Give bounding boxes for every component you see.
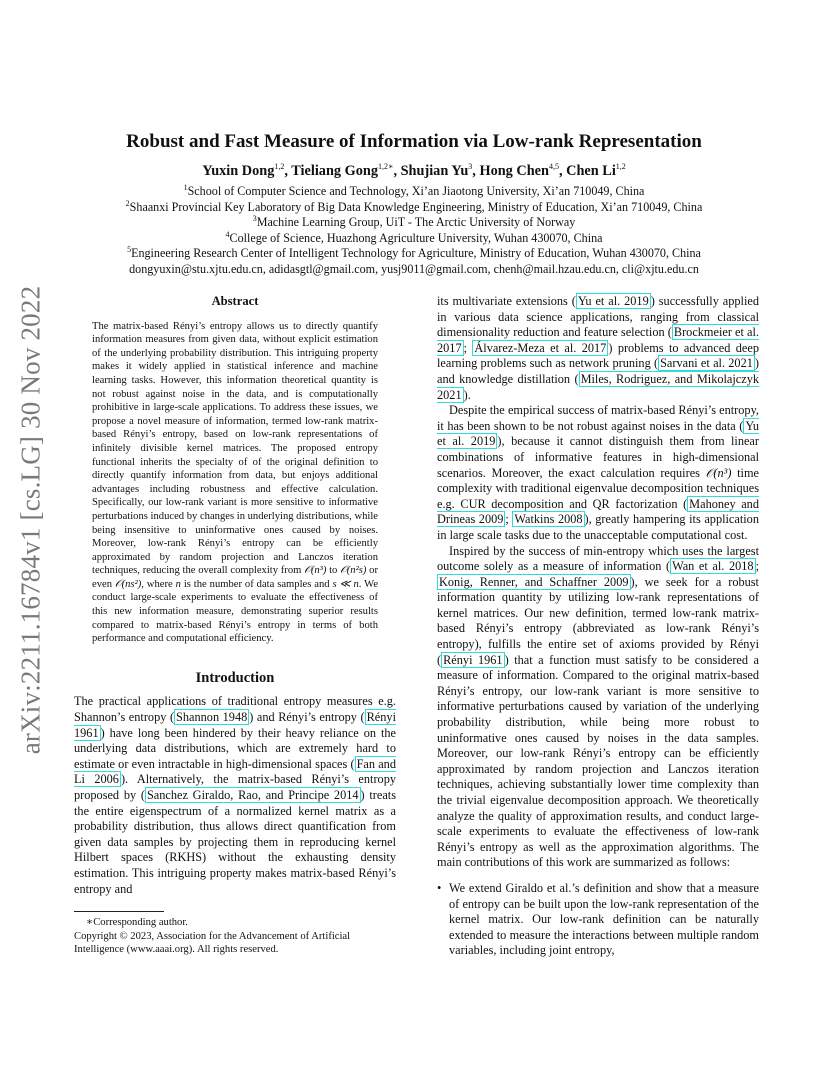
abstract-heading: Abstract <box>211 294 259 308</box>
paper-title: Robust and Fast Measure of Information via Low-rank Representation <box>126 131 702 152</box>
author-name: Tieliang Gong <box>291 163 378 179</box>
affiliation-line <box>40 215 788 231</box>
author-affiliation-mark: 1,2∗ <box>378 162 394 172</box>
author-name: Chen Li <box>566 163 616 179</box>
citation-link[interactable]: Rényi 1961 <box>443 652 503 667</box>
list-item <box>437 881 759 959</box>
math-expression: 𝒪(ns²) <box>114 578 142 590</box>
introduction-heading: Introduction <box>195 669 275 686</box>
affiliation-text: Shaanxi Provincial Key Laboratory of Big Data Knowledge Engineering, Ministry of Education, Xi’an 710049, China <box>129 199 703 214</box>
affiliation-mark: 1 <box>183 182 188 192</box>
footnote <box>74 911 396 957</box>
author-affiliation-mark: 1,2 <box>274 162 285 172</box>
abstract-text: The matrix-based Rényi’s entropy allows us to directly quantify information measures from given data, without explicit estimation of the underlying probability distribution. This intriguing property makes it widely applied in statistical inference and machine learning tasks. However, this information theoretical quantity is not robust against noise in the data, and is computationally prohibitive in large-scale applications. To address these issues, we propose a novel measure of information, termed low-rank matrix-based Rényi’s entropy, based on low-rank representations of infinitely divisible kernel matrices. The proposed entropy functional inherits the specialty of of the original definition to directly quantify information from data, but enjoys additional advantages including robustness and effective calculation. Specifically, our low-rank variant is more sensitive to informative perturbations induced by changes in underlying distributions, while being insensitive to uninformative ones caused by noises. Moreover, low-rank Rényi’s entropy can be efficiently approximated by random projection and Lanczos iteration techniques, reducing the overall complexity from 𝒪(n³) to 𝒪(n²s) or even 𝒪(ns²), where n is the number of data samples and s ≪ n. We conduct large-scale experiments to evaluate the effectiveness of this new information measure, demonstrating superior results compared to matrix-based Rényi’s entropy in terms of both performance and computational efficiency. <box>92 320 379 645</box>
bullet-icon: • <box>437 880 442 895</box>
citation-link[interactable]: Shannon 1948 <box>176 710 248 725</box>
affiliation-list <box>40 184 788 262</box>
author-list: Yuxin Dong$^{1,2}$, Tieliang Gong$^{1,2∗}$, Shujian Yu$^3$, Hong Chen$^{4,5}$, Chen Li$^{1,2}$ <box>202 162 626 179</box>
left-column <box>74 294 396 897</box>
paragraph-robustness: Despite the empirical success of matrix-based Rényi’s entropy, it has been shown to be not robust against noises in the data ( Yu et al. 2019 ), because it cannot distinguish them from linear combinations of informative features in high-dimensional scenarios. Moreover, the exact calculation requires 𝒪(n³) time complexity with traditional eigenvalue decomposition techniques e.g. CUR decomposition and QR factorization ( Mahoney and Drineas 2009 ; Watkins 2008 ), greatly hampering its application in large scale tasks due to the unacceptable computational cost. <box>437 403 759 542</box>
citation-link[interactable]: Miles, Rodriguez, and Mikolajczyk 2021 <box>437 371 759 402</box>
introduction-paragraph: The practical applications of traditional entropy measures e.g. Shannon’s entropy ( Shannon 1948 ) and Rényi’s entropy ( Rényi 1961 ) have long been hindered by their heavy reliance on the underlying data distributions, which are extremely hard to estimate or even intractable in high-dimensional spaces ( Fan and Li 2006 ). Alternatively, the matrix-based Rényi’s entropy proposed by ( Sanchez Giraldo, Rao, and Principe 2014 ) treats the entire eigenspectrum of a normalized kernel matrix as a probability distribution, thus allows direct quantification from given data samples by projecting them in reproducing kernel Hilbert spaces (RKHS) without the exhausting density estimation. This intriguing property makes matrix-based Rényi’s entropy and <box>74 694 396 896</box>
citation-link[interactable]: Rényi 1961 <box>74 710 396 740</box>
affiliation-mark: 5 <box>127 245 132 255</box>
paragraph-motivation: Inspired by the success of min-entropy which uses the largest outcome solely as a measure of information ( Wan et al. 2018 ; Konig, Renner, and Schaffner 2009 ), we seek for a robust information quantity by utilizing low-rank representations of kernel matrices. Our new definition, termed low-rank matrix-based Rényi’s entropy (abbreviated as low-rank Rényi’s entropy), fulfills the entire set of axioms provided by Rényi ( Rényi 1961 ) that a function must satisfy to be considered a measure of information. Compared to the original matrix-based Rényi’s entropy, our low-rank variant is more sensitive to informative perturbations caused by variation of the underlying probability distribution, while being more robust to uninformative ones caused by noises in the data samples. Moreover, our low-rank Rényi’s entropy can be efficiently approximated by random projection and Lanczos iteration techniques, achieving substantially lower time complexity than the trivial eigenvalue decomposition approach. We theoretically analyze the quality of approximation results, and conduct large-scale experiments to evaluate the effectiveness of low-rank Rényi’s entropy as well as the approximation algorithms. The main contributions of this work are summarized as follows: <box>437 543 760 870</box>
bullet-text: We extend Giraldo et al.’s definition and show that a measure of entropy can be built upon the low-rank representation of the kernel matrix. Our low-rank definition can be naturally extended to measure the interactions between multiple random variables, including joint entropy, <box>449 880 759 958</box>
author-name: Hong Chen <box>479 163 549 179</box>
affiliation-mark: 3 <box>252 214 257 224</box>
author-emails: dongyuxin@stu.xjtu.edu.cn, adidasgtl@gmail.com, yusj9011@gmail.com, chenh@mail.hzau.edu.cn, cli@xjtu.edu.cn <box>129 261 699 276</box>
citation-link[interactable]: Fan and Li 2006 <box>74 756 396 787</box>
affiliation-text: School of Computer Science and Technology, Xi’an Jiaotong University, Xi’an 710049, China <box>187 184 645 198</box>
affiliation-mark: 4 <box>225 229 230 239</box>
affiliation-line <box>40 231 788 247</box>
math-expression: 𝒪(n²s) <box>340 565 367 577</box>
paragraph-continuation: its multivariate extensions ( Yu et al. 2019 ) successfully applied in various data science applications, ranging from classical dimensionality reduction and feature selection ( Brockmeier et al. 2017 ; Álvarez-Meza et al. 2017 ) problems to advanced deep learning problems such as network pruning ( Sarvani et al. 2021 ) and knowledge distillation ( Miles, Rodriguez, and Mikolajczyk 2021 ). <box>437 294 760 402</box>
author-name: Shujian Yu <box>400 163 469 179</box>
citation-link[interactable]: Yu et al. 2019 <box>577 294 649 308</box>
arxiv-stamp <box>8 280 54 760</box>
citation-link[interactable]: Sarvani et al. 2021 <box>660 356 753 371</box>
affiliation-line <box>40 200 788 216</box>
copyright-notice: Copyright © 2023, Association for the Advancement of Artificial Intelligence (www.aaai.org). All rights reserved. <box>74 930 351 956</box>
citation-link[interactable]: Wan et al. 2018 <box>672 559 754 574</box>
citation-link[interactable]: Brockmeier et al. 2017 <box>437 325 760 355</box>
contribution-list <box>437 881 759 959</box>
author-affiliation-mark: 3 <box>468 162 473 172</box>
affiliations <box>40 184 788 278</box>
arxiv-stamp-text: arXiv:2211.16784v1 [cs.LG] 30 Nov 2022 <box>15 285 46 755</box>
citation-link[interactable]: Konig, Renner, and Schaffner 2009 <box>439 574 629 589</box>
affiliation-mark: 2 <box>125 198 130 208</box>
corresponding-author-note: ∗Corresponding author. <box>86 917 188 928</box>
citation-link[interactable]: Watkins 2008 <box>514 512 583 527</box>
footnote-divider <box>74 911 164 912</box>
math-expression: 𝒪(n³) <box>705 465 732 480</box>
affiliation-line <box>40 246 788 262</box>
citation-link[interactable]: Álvarez-Meza et al. 2017 <box>474 340 607 355</box>
math-expression: s ≪ n <box>332 578 359 590</box>
citation-link[interactable]: Mahoney and Drineas 2009 <box>437 496 759 527</box>
affiliation-text: Machine Learning Group, UiT - The Arctic University of Norway <box>256 215 576 230</box>
citation-link[interactable]: Yu et al. 2019 <box>437 418 759 449</box>
author-name: Yuxin Dong <box>202 163 275 179</box>
right-column <box>437 294 759 959</box>
math-expression: n <box>175 578 181 590</box>
citation-link[interactable]: Sanchez Giraldo, Rao, and Principe 2014 <box>146 788 359 802</box>
author-affiliation-mark: 4,5 <box>548 162 559 172</box>
affiliation-text: College of Science, Huazhong Agriculture University, Wuhan 430070, China <box>229 230 603 245</box>
author-affiliation-mark: 1,2 <box>615 162 626 172</box>
affiliation-text: Engineering Research Center of Intelligent Technology for Agriculture, Ministry of Education, Wuhan 430070, China <box>131 246 701 261</box>
affiliation-line <box>40 184 788 200</box>
math-expression: 𝒪(n³) <box>304 565 327 577</box>
